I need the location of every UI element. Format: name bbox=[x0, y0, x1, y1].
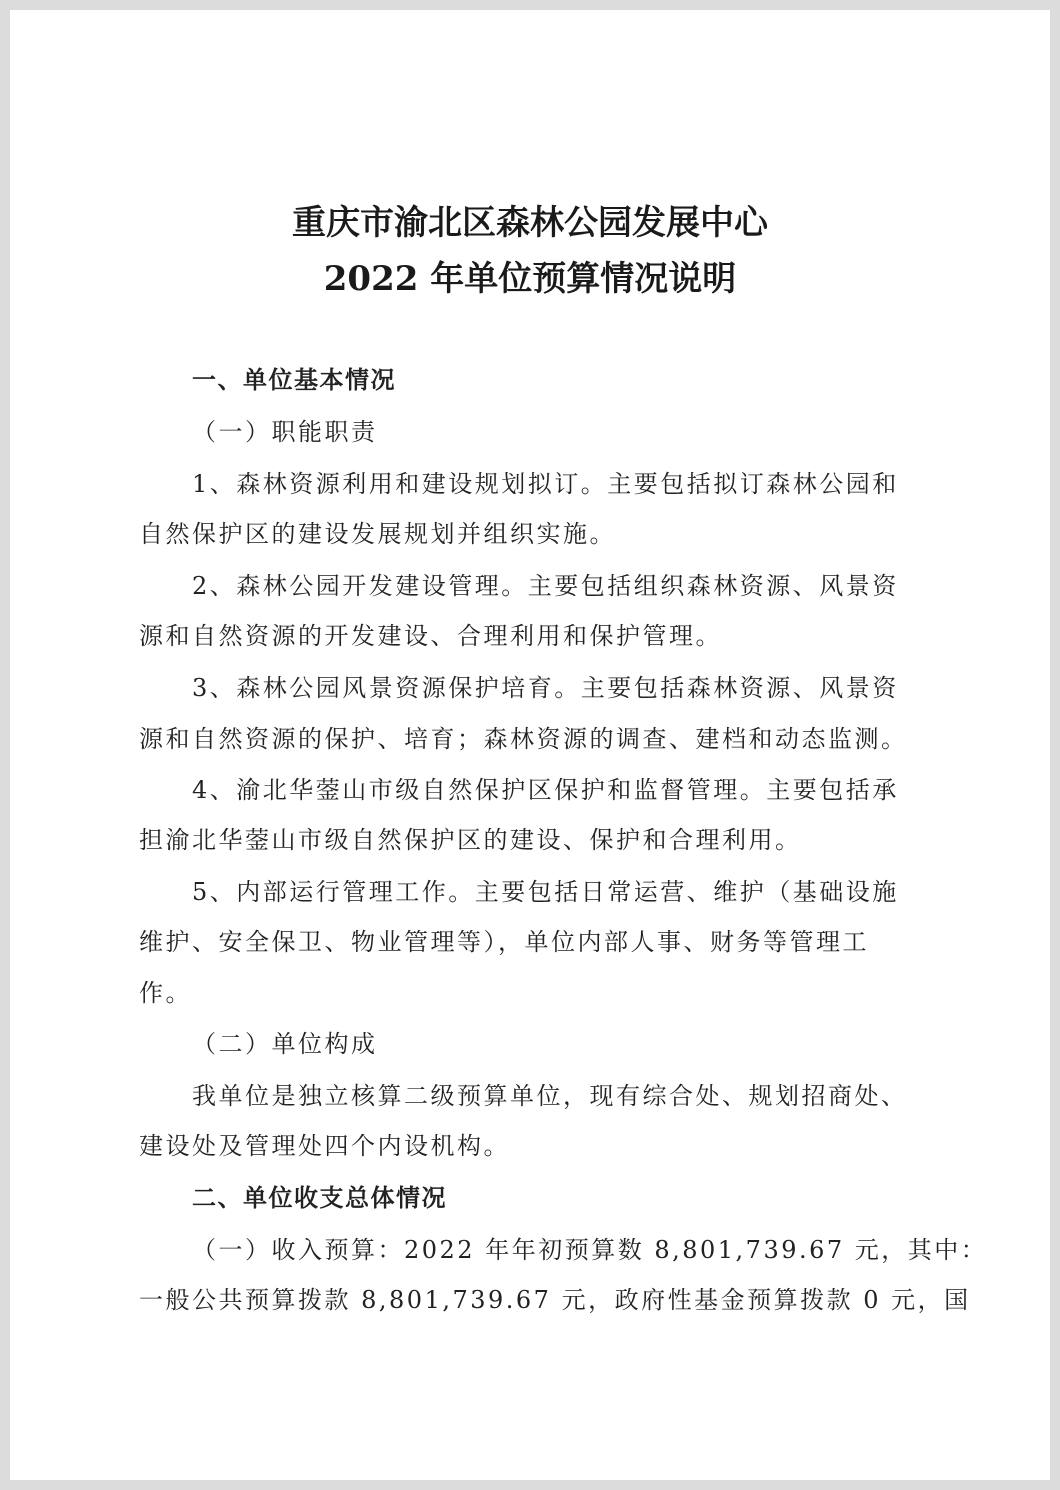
section-heading-2: 二、单位收支总体情况 bbox=[192, 1184, 447, 1212]
section-heading-1: 一、单位基本情况 bbox=[192, 366, 396, 394]
paragraph-line: 5、内部运行管理工作。主要包括日常运营、维护（基础设施 bbox=[192, 878, 899, 906]
paragraph-line: 一般公共预算拨款 8,801,739.67 元，政府性基金预算拨款 0 元，国 bbox=[139, 1286, 971, 1314]
document-page bbox=[10, 10, 1050, 1480]
paragraph-line: 3、森林公园风景资源保护培育。主要包括森林资源、风景资 bbox=[192, 674, 899, 702]
document-title: 重庆市渝北区森林公园发展中心 bbox=[292, 203, 768, 243]
paragraph-line: 2、森林公园开发建设管理。主要包括组织森林资源、风景资 bbox=[192, 572, 899, 600]
subsection-heading: （一）职能职责 bbox=[192, 418, 378, 446]
subsection-heading: （二）单位构成 bbox=[192, 1030, 378, 1058]
paragraph-line: 我单位是独立核算二级预算单位，现有综合处、规划招商处、 bbox=[192, 1082, 908, 1110]
paragraph-line: 源和自然资源的开发建设、合理利用和保护管理。 bbox=[139, 622, 722, 650]
paragraph-line: 建设处及管理处四个内设机构。 bbox=[139, 1132, 510, 1160]
paragraph-line: 自然保护区的建设发展规划并组织实施。 bbox=[139, 520, 616, 548]
paragraph-line: 维护、安全保卫、物业管理等），单位内部人事、财务等管理工 bbox=[139, 928, 869, 956]
document-subtitle: 2022 年单位预算情况说明 bbox=[323, 259, 737, 299]
paragraph-line: 1、森林资源利用和建设规划拟订。主要包括拟订森林公园和 bbox=[192, 470, 899, 498]
paragraph-line: 作。 bbox=[139, 979, 192, 1007]
paragraph-line: 担渝北华蓥山市级自然保护区的建设、保护和合理利用。 bbox=[139, 826, 802, 854]
paragraph-line: （一）收入预算：2022 年年初预算数 8,801,739.67 元，其中： bbox=[192, 1236, 988, 1264]
paragraph-line: 4、渝北华蓥山市级自然保护区保护和监督管理。主要包括承 bbox=[192, 776, 899, 804]
paragraph-line: 源和自然资源的保护、培育；森林资源的调查、建档和动态监测。 bbox=[139, 725, 908, 753]
